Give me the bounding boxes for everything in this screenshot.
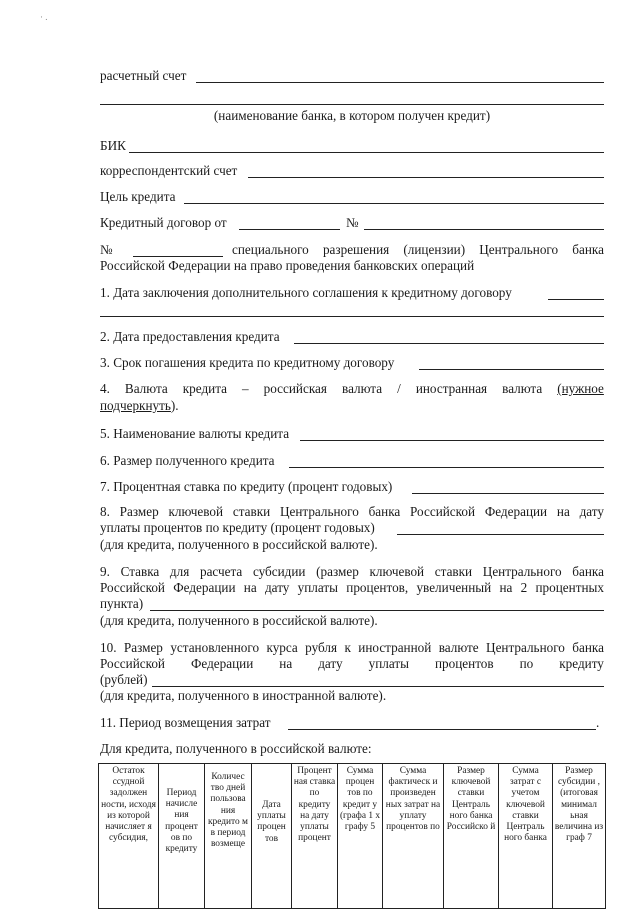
item-2-field[interactable]	[294, 343, 604, 344]
item-10-word: кредиту	[559, 656, 604, 671]
credit-purpose-label: Цель кредита	[100, 189, 176, 204]
item-7-field[interactable]	[412, 493, 604, 494]
item-9-note: (для кредита, полученного в российской валюте).	[100, 613, 378, 628]
item-3-label: 3. Срок погашения кредита по кредитному договору	[100, 355, 395, 370]
item-9-line1: 9. Ставка для расчета субсидии (размер ключевой ставки Центрального банка	[100, 564, 604, 579]
table-header-cell: Сумма процен тов по кредит у (графа 1 х графу 5	[338, 764, 383, 909]
item-6-label: 6. Размер полученного кредита	[100, 453, 275, 468]
item-4-word: валюта	[502, 381, 543, 396]
item-1-field[interactable]	[548, 299, 604, 300]
license-number-field[interactable]	[133, 256, 223, 257]
contract-from-label: Кредитный договор от	[100, 215, 227, 230]
table-header-cell: Сумма фактическ и произведен ных затрат на уплату процентов по	[383, 764, 444, 909]
item-4-word: 4.	[100, 381, 110, 396]
table-header-cell: Размер ключевой ставки Централь ного банка Российско й	[444, 764, 499, 909]
item-9-line2: Российской Федерации на дату уплаты процентов, увеличенный на 2 процентных	[100, 580, 604, 595]
table-intro: Для кредита, полученного в российской валюте:	[100, 741, 372, 756]
table-header-row	[99, 764, 606, 909]
item-3-field[interactable]	[419, 369, 604, 370]
license-word: Центрального	[479, 242, 559, 257]
item-4-word: /	[397, 381, 401, 396]
item-9-field[interactable]	[150, 610, 604, 611]
table-header-cell: Остаток ссудной задолжен ности, исходя из которой начисляет я субсидия,	[99, 764, 159, 909]
item-5-label: 5. Наименование валюты кредита	[100, 426, 290, 441]
item-10-note: (для кредита, полученного в иностранной валюте).	[100, 688, 387, 703]
table-header-cell: Количес тво дней пользова ния кредито м в период возмеще	[205, 764, 252, 909]
license-number-sign: №	[100, 242, 113, 257]
item-1-label: 1. Дата заключения дополнительного соглашения к кредитному договору	[100, 285, 512, 300]
item-4-word: иностранная	[415, 381, 488, 396]
credit-purpose-field[interactable]	[184, 203, 604, 204]
item-4-tail: ).	[170, 398, 179, 413]
item-1-field-continued[interactable]	[100, 316, 604, 317]
item-4-word: (нужное	[557, 381, 604, 396]
corr-account-field[interactable]	[248, 177, 604, 178]
item-11-field[interactable]	[288, 729, 596, 730]
item-4-line1	[100, 381, 604, 397]
item-8-line1: 8. Размер ключевой ставки Центрального банка Российской Федерации на дату	[100, 504, 604, 519]
item-8-line2: уплаты процентов по кредиту (процент годовых)	[100, 520, 375, 535]
item-9-line3: пункта)	[100, 596, 144, 611]
contract-number-sign: №	[346, 215, 359, 230]
item-10-word: Российской	[100, 656, 165, 671]
license-text-line1	[232, 242, 604, 258]
item-10-line3: (рублей)	[100, 672, 148, 687]
item-2-label: 2. Дата предоставления кредита	[100, 329, 280, 344]
item-11-tail: .	[596, 715, 600, 730]
license-word: банка	[572, 242, 604, 257]
scan-corner-mark: · .	[40, 12, 48, 22]
item-7-label: 7. Процентная ставка по кредиту (процент годовых)	[100, 479, 393, 494]
item-10-word: по	[519, 656, 534, 671]
table-header-cell: Процент ная ставка по кредиту на дату уплаты процент	[292, 764, 338, 909]
subsidy-table	[98, 763, 606, 909]
item-10-word: уплаты	[368, 656, 409, 671]
item-10-field[interactable]	[152, 686, 604, 687]
item-10-line2	[100, 656, 604, 672]
item-8-note: (для кредита, полученного в российской валюте).	[100, 537, 378, 552]
bank-name-field[interactable]	[100, 104, 604, 105]
item-4-word: Валюта	[124, 381, 168, 396]
settlement-account-field[interactable]	[196, 82, 604, 83]
item-4-word: кредита	[182, 381, 227, 396]
corr-account-label: корреспондентский счет	[100, 163, 238, 178]
item-6-field[interactable]	[289, 467, 604, 468]
item-10-line1: 10. Размер установленного курса рубля к иностранной валюте Центрального банка	[100, 640, 604, 655]
item-4-word: российская	[263, 381, 327, 396]
item-10-word: процентов	[434, 656, 494, 671]
license-word: разрешения	[322, 242, 390, 257]
table-header-cell: Размер субсидии , (итоговая минимал ьная величина из граф 7	[553, 764, 606, 909]
table-header-cell: Период начисле ния процент ов по кредиту	[159, 764, 205, 909]
item-4-line2	[100, 398, 179, 414]
contract-date-field[interactable]	[239, 229, 340, 230]
license-word: специального	[232, 242, 309, 257]
settlement-account-label: расчетный счет	[100, 68, 187, 83]
contract-number-field[interactable]	[364, 229, 604, 230]
item-10-word: Федерации	[191, 656, 254, 671]
bik-label: БИК	[100, 138, 126, 153]
bik-field[interactable]	[129, 152, 604, 153]
table-header-cell: Дата уплаты процен тов	[252, 764, 292, 909]
item-8-field[interactable]	[397, 534, 604, 535]
license-word: (лицензии)	[403, 242, 466, 257]
item-5-field[interactable]	[300, 440, 604, 441]
item-10-word: на	[279, 656, 293, 671]
license-text-line2: Российской Федерации на право проведения банковских операций	[100, 258, 475, 273]
bank-name-caption: (наименование банка, в котором получен кредит)	[213, 108, 491, 123]
table-header-cell: Сумма затрат с учетом ключевой ставки Централь ного банка	[499, 764, 553, 909]
item-10-word: дату	[318, 656, 343, 671]
item-11-label: 11. Период возмещения затрат	[100, 715, 271, 730]
item-4-word: –	[242, 381, 249, 396]
item-4-underlined-word: подчеркнуть	[100, 398, 171, 413]
item-4-word: валюта	[342, 381, 383, 396]
